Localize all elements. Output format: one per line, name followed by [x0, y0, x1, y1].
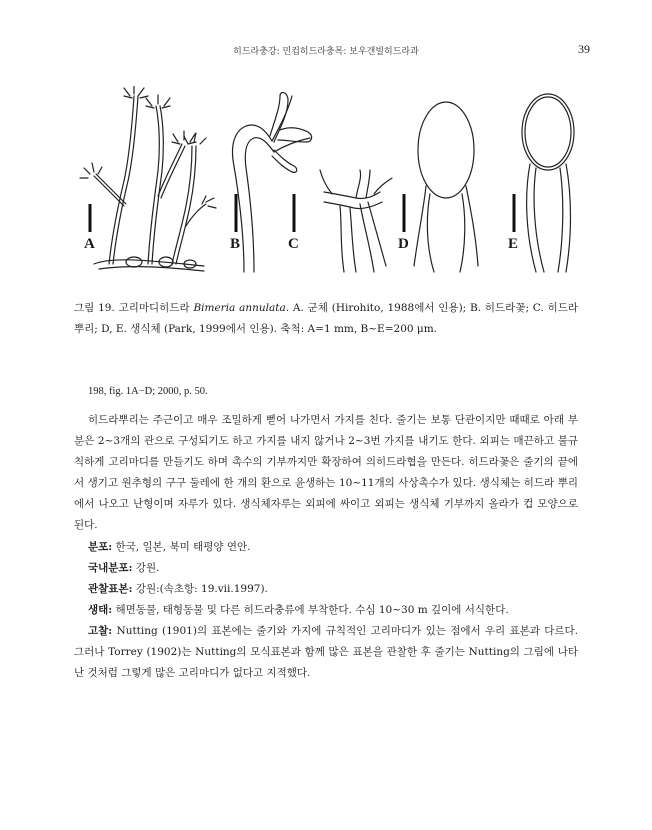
- panel-c-hydrorhiza: [320, 170, 392, 272]
- caption-rest: . A. 군체 (Hirohito, 1988에서 인용); B. 히드라꽃; C. 히드라뿌리; D, E. 생식체 (Park, 1999에서 인용). 축척: A=1 mm, B~E=200 μm.: [74, 302, 579, 335]
- info-remarks: 고찰: Nutting (1901)의 표본에는 줄기와 가지에 규칙적인 고리마디가 있는 점에서 우리 표본과 다르다. 그러나 Torrey (1902)는 Nutting의 모식표본과 함께 많은 표본을 관찰한 후 줄기는 Nutting의 그림에 나타난 것처럼 그렇게 많은 고리마디가 없다고 지적했다.: [74, 625, 578, 679]
- species-info: [74, 537, 578, 684]
- panel-label-a: A: [84, 236, 95, 252]
- caption-number: 그림 19.: [74, 302, 115, 314]
- page-number: 39: [578, 42, 590, 56]
- info-korean-distribution: 국내분포: 강원.: [88, 562, 160, 574]
- figure-19: [74, 86, 580, 282]
- info-label: 관찰표본: [88, 583, 129, 595]
- running-head: [0, 44, 652, 58]
- figure-caption: [74, 298, 578, 340]
- info-specimens: 관찰표본: 강원:(속초항: 19.vii.1997).: [88, 583, 268, 595]
- info-label: 분포: [88, 541, 109, 553]
- panel-e-gonophore: [522, 94, 574, 272]
- panel-b-hydranth: [233, 93, 312, 272]
- info-text: 강원.: [135, 562, 160, 574]
- panel-label-d: D: [398, 236, 409, 252]
- info-label: 고찰: [88, 625, 109, 637]
- panel-d-gonophore: [414, 102, 478, 272]
- info-label: 생태: [88, 604, 109, 616]
- panel-label-e: E: [508, 236, 519, 252]
- description-paragraph: 히드라뿌리는 주근이고 매우 조밀하게 뻗어 나가면서 가지를 친다. 줄기는 보통 단관이지만 때때로 아래 부분은 2~3개의 관으로 구성되기도 하고 가지를 내지 않거나 2~3번 가지를 내기도 한다. 외피는 매끈하고 불규칙하게 고리마디를 만들기도 하며 촉수의 기부까지만 확장하여 의히드라협을 만든다. 히드라꽃은 줄기의 끝에서 생기고 원추형의 구구 둘레에 한 개의 환으로 윤생하는 10~11개의 사상촉수가 있다. 생식체는 히드라 뿌리에서 나오고 난형이며 자루가 있다. 생식체자루는 외피에 싸이고 외피는 생식체 기부까지 올라가 컵 모양으로 된다.: [74, 414, 578, 531]
- reference-line: 198, fig. 1A−D; 2000, p. 50.: [88, 386, 208, 397]
- panel-label-b: B: [230, 236, 241, 252]
- info-text: Nutting (1901)의 표본에는 줄기와 가지에 규칙적인 고리마디가 있는 점에서 우리 표본과 다르다. 그러나 Torrey (1902)는 Nutting의 모식표본과 함께 많은 표본을 관찰한 후 줄기는 Nutting의 그림에 나타난 것처럼 그렇게 많은 고리마디가 없다고 지적했다.: [74, 625, 578, 679]
- figure-illustration: [74, 86, 580, 282]
- info-text: 해면동물, 태형동물 및 다른 히드라충류에 부착한다. 수심 10~30 m 깊이에 서식한다.: [115, 604, 509, 616]
- panel-label-c: C: [288, 236, 299, 252]
- panel-a-colony: [80, 86, 216, 271]
- info-label: 국내분포: [88, 562, 129, 574]
- info-text: 한국, 일본, 북미 태평양 연안.: [115, 541, 251, 553]
- caption-scientific-name: Bimeria annulata: [193, 302, 286, 314]
- running-title: 히드라충강: 민컵히드라충목: 보우갠빌히드라과: [233, 47, 419, 57]
- info-distribution: 분포: 한국, 일본, 북미 태평양 연안.: [88, 541, 251, 553]
- info-text: 강원:(속초항: 19.vii.1997).: [135, 583, 268, 595]
- info-ecology: 생태: 해면동물, 태형동물 및 다른 히드라충류에 부착한다. 수심 10~30 m 깊이에 서식한다.: [88, 604, 509, 616]
- caption-korean-name: 고리마디히드라: [118, 302, 190, 314]
